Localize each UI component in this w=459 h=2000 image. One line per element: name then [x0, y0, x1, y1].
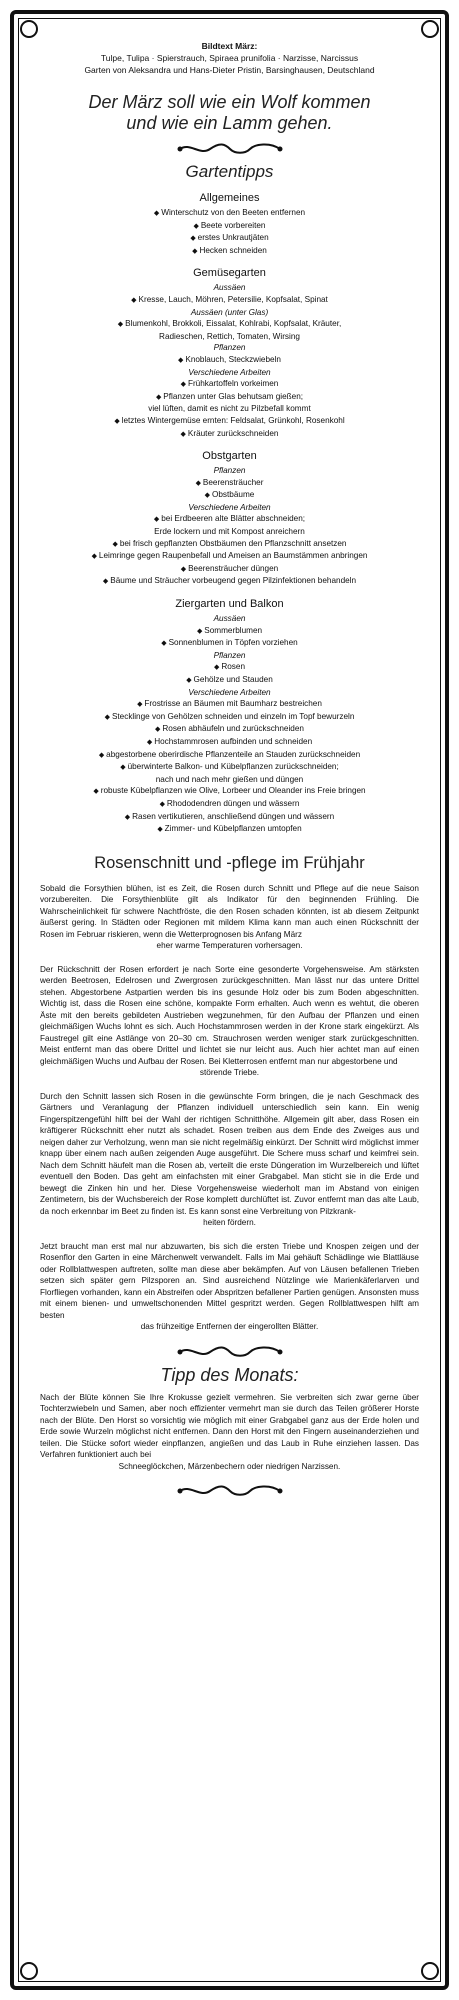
paragraph-body: Durch den Schnitt lassen sich Rosen in die gewünschte Form bringen, die je nach Geschmack des Gärtners und Veranlagung der Pflanzen individuell unterschiedlich sein kann. Ein wenig Fingerspitzengefühl hilft bei der Wahl der richtigen Schnitthöhe. Allgemein gilt aber, dass Rosen ein kräftigerer Rückschnitt eher nutzt als schadet. Rosen treiben aus dem Ende des Zweiges aus und neigen daher zur Verholzung, wenn man sie nicht regelmäßig einkürzt. Der Schnitt wird möglichst immer knapp über einem nach außen zeigenden Auge ausgeführt. Die Schere muss scharf und keimfrei sein. Nach dem Schnitt häufelt man die Rosen ab, verteilt die erste Düngeration im Wurzelbereich und lüftet eventuell den Boden. Das geht am einfachsten mit einer Grabgabel. Man sticht sie in die Erde und bewegt die Zinken hin und her. Diese Vorgehensweise wiederholt man im Abstand von einigen Zentimetern, bis der Wuchsbereich der Rose komplett durchlüftet ist. Zuvor entfernt man das alte Laub, da noch erkennbar im Beet zu finden ist. Es kann sonst eine Verbreitung von Pilzkrank-	[40, 1091, 419, 1216]
paragraph-body: Nach der Blüte können Sie Ihre Krokusse gezielt vermehren. Sie verbreiten sich zwar gerne über Tochterzwiebeln und Samen, aber noch effizienter vermehrt man sie durch das Teilen größerer Horste nach der Blüte. Den Horst so vorsichtig wie möglich mit einer Grabgabel ganz aus der Erde holen und Erde sowie Wurzeln möglichst nicht entfernen. Dann den Horst mit den Fingern auseinanderziehen und teilen. Die Stücke sofort wieder einpflanzen, angießen und das Laub in Ruhe einziehen lassen. Das Verfahren funktioniert auch bei	[40, 1392, 419, 1460]
section-list	[40, 282, 419, 440]
motto-line: und wie ein Lamm gehen.	[126, 113, 333, 133]
list-item: ◆ Beete vorbereiten	[40, 220, 419, 233]
gartentipps-heading: Gartentipps	[185, 162, 274, 181]
list-subheading: Verschiedene Arbeiten	[188, 367, 271, 377]
list-item: ◆ Sommerblumen	[40, 625, 419, 638]
list-item: ◆ Winterschutz von den Beeten entfernen	[40, 207, 419, 220]
caption-title: Bildtext März:	[201, 41, 258, 51]
list-item: ◆ Rhododendren düngen und wässern	[40, 798, 419, 811]
motto	[40, 92, 419, 134]
paragraph-body: Sobald die Forsythien blühen, ist es Zeit, die Rosen durch Schnitt und Pflege auf die neue Saison vorzubereiten. Die Forsythienblüte gilt als Indikator für den beginnenden Frühling. Die Wahrscheinlichkeit für schwere Nachtfröste, die den Rosen schaden könnten, ist ab diesem Zeitpunkt äußerst gering. In Städten oder Regionen mit mildem Klima kann man auch einen Rückschnitt der Rosen im Februar riskieren, wenn die Wetterprognosen bis Anfang März	[40, 883, 419, 939]
list-subheading: Pflanzen	[213, 466, 246, 476]
list-item: ◆ Bäume und Sträucher vorbeugend gegen Pilzinfektionen behandeln	[40, 575, 419, 588]
garden-sections	[40, 192, 419, 836]
list-item: ◆ Sonnenblumen in Töpfen vorziehen	[40, 637, 419, 650]
list-item: ◆ Hecken schneiden	[40, 245, 419, 258]
list-item: ◆ Beerensträucher düngen	[40, 563, 419, 576]
list-subheading: Pflanzen	[213, 650, 246, 660]
paragraph-last-line: eher warme Temperaturen vorhersagen.	[156, 941, 303, 951]
list-item: ◆ Rosen	[40, 661, 419, 674]
list-item: ◆ Rosen abhäufeln und zurückschneiden	[40, 723, 419, 736]
list-item: ◆ überwinterte Balkon- und Kübelpflanzen zurückschneiden;	[40, 761, 419, 774]
list-item: ◆ Frühkartoffeln vorkeimen	[40, 378, 419, 391]
section-list	[40, 465, 419, 588]
rosen-paragraph	[40, 1241, 419, 1333]
caption-garden: Garten von Aleksandra und Hans-Dieter Pristin, Barsinghausen, Deutschland	[84, 65, 375, 75]
rosen-article	[40, 883, 419, 1333]
list-item: ◆ Gehölze und Stauden	[40, 674, 419, 687]
scroll-ornament-icon	[175, 1484, 285, 1498]
motto-line: Der März soll wie ein Wolf kommen	[88, 92, 371, 112]
list-item: ◆ Knoblauch, Steckzwiebeln	[40, 354, 419, 367]
list-item: ◆ Pflanzen unter Glas behutsam gießen;	[40, 391, 419, 404]
list-item: nach und nach mehr gießen und düngen	[155, 774, 304, 784]
list-item: ◆ Rasen vertikutieren, anschließend düngen und wässern	[40, 811, 419, 824]
scroll-ornament-icon	[175, 1345, 285, 1359]
tipp-heading: Tipp des Monats:	[160, 1364, 299, 1385]
section-title: Ziergarten und Balkon	[175, 598, 284, 611]
list-item: ◆ Beerensträucher	[40, 477, 419, 490]
paragraph-body: Der Rückschnitt der Rosen erfordert je nach Sorte eine gesonderte Vorgehensweise. Am stärksten werden Beetrosen, Edelrosen und Zwergrosen zurückgeschnitten. Man lässt nur das untere Drittel stehen. Abgestorbene Astpartien werden bis ins gesunde Holz oder bis zum Boden abgeschnitten. Wichtig ist, dass die Rosen eine schöne, kompakte Form erhalten. Auch wenn es wehtut, die oberen Äste mit den bereits gebildeten Austrieben wegzunehmen, für den Aufbau der Pflanzen und einen gleichmäßigen Wuchs lohnt es sich. Auch Hochstammrosen werden in der Krone stark eingekürzt. Als Faustregel gilt eine Astlänge von 20–30 cm. Strauchrosen werden weniger stark zurückgeschnitten. Meist entfernt man das obere Drittel und lichtet sie nur leicht aus. Auch hier achtet man auf einen gleichmäßigen Wuchs und Aufbau der Rosen. Bei Kletterrosen entfernt man nur abgestorbene und	[40, 964, 419, 1066]
list-subheading: Verschiedene Arbeiten	[188, 502, 271, 512]
caption-plants: Tulpe, Tulipa · Spierstrauch, Spiraea prunifolia · Narzisse, Narcissus	[100, 53, 359, 63]
rosen-paragraph	[40, 964, 419, 1079]
content	[40, 40, 419, 1960]
list-item: ◆ Frostrisse an Bäumen mit Baumharz bestreichen	[40, 698, 419, 711]
list-item: ◆ Leimringe gegen Raupenbefall und Ameisen an Baumstämmen anbringen	[40, 550, 419, 563]
section-list	[40, 207, 419, 257]
rosen-paragraph	[40, 1091, 419, 1229]
rosen-paragraph	[40, 883, 419, 952]
list-item: ◆ Hochstammrosen aufbinden und schneiden	[40, 736, 419, 749]
section-title: Allgemeines	[199, 192, 260, 204]
paragraph-last-line: das frühzeitige Entfernen der eingerollten Blätter.	[140, 1322, 319, 1332]
image-caption	[40, 40, 419, 76]
list-item: Radieschen, Rettich, Tomaten, Wirsing	[159, 331, 300, 341]
paragraph-body: Jetzt braucht man erst mal nur abzuwarten, bis sich die ersten Triebe und Knospen zeigen und der Rosenflor den Garten in eine Märchenwelt verwandelt. Falls im Mai gehäuft Schädlinge wie Blattläuse oder Rollblattwespen auftreten, sollte man diese aber bekämpfen. Auf von Läusen befallenen Trieben setzen sich später gern Pilzsporen an. Sind ausreichend Nützlinge wie Marienkäferlarven und Florfliegen vorhanden, kann ein Abstreifen oder Abspritzen befallener Partien genügen. Ansonsten muss mit einem bienen- und umweltschonenden Mittel gespritzt werden. Gegen Rollblattwespen hilft am besten	[40, 1241, 419, 1320]
list-subheading: Aussäen (unter Glas)	[190, 307, 269, 317]
list-subheading: Verschiedene Arbeiten	[188, 687, 271, 697]
list-item: ◆ Kräuter zurückschneiden	[40, 428, 419, 441]
section-list	[40, 613, 419, 836]
paragraph-last-line: Schneeglöckchen, Märzenbechern oder niedrigen Narzissen.	[118, 1461, 341, 1471]
list-item: ◆ bei Erdbeeren alte Blätter abschneiden;	[40, 513, 419, 526]
list-item: ◆ Blumenkohl, Brokkoli, Eissalat, Kohlrabi, Kopfsalat, Kräuter,	[40, 318, 419, 331]
scroll-ornament-icon	[175, 142, 285, 156]
list-item: ◆ Stecklinge von Gehölzen schneiden und einzeln im Topf bewurzeln	[40, 711, 419, 724]
list-subheading: Aussäen	[213, 614, 246, 624]
tipp-paragraph	[40, 1392, 419, 1473]
list-item: ◆ Obstbäume	[40, 489, 419, 502]
list-subheading: Pflanzen	[213, 343, 246, 353]
list-item: ◆ erstes Unkrautjäten	[40, 232, 419, 245]
list-item: ◆ Kresse, Lauch, Möhren, Petersilie, Kopfsalat, Spinat	[40, 294, 419, 307]
list-item: ◆ abgestorbene oberirdische Pflanzenteile an Stauden zurückschneiden	[40, 749, 419, 762]
section-title: Obstgarten	[202, 450, 257, 463]
section-title: Gemüsegarten	[193, 267, 266, 280]
rosen-heading: Rosenschnitt und -pflege im Frühjahr	[94, 853, 365, 872]
list-item: ◆ Zimmer- und Kübelpflanzen umtopfen	[40, 823, 419, 836]
list-subheading: Aussäen	[213, 283, 246, 293]
list-item: ◆ bei frisch gepflanzten Obstbäumen den Pflanzschnitt ansetzen	[40, 538, 419, 551]
list-item: ◆ robuste Kübelpflanzen wie Olive, Lorbeer und Oleander ins Freie bringen	[40, 785, 419, 798]
list-item: viel lüften, damit es nicht zu Pilzbefall kommt	[148, 404, 311, 414]
paragraph-last-line: heiten fördern.	[203, 1218, 256, 1228]
list-item: ◆ letztes Wintergemüse ernten: Feldsalat, Grünkohl, Rosenkohl	[40, 415, 419, 428]
paragraph-last-line: störende Triebe.	[199, 1068, 260, 1078]
list-item: Erde lockern und mit Kompost anreichern	[154, 527, 305, 537]
